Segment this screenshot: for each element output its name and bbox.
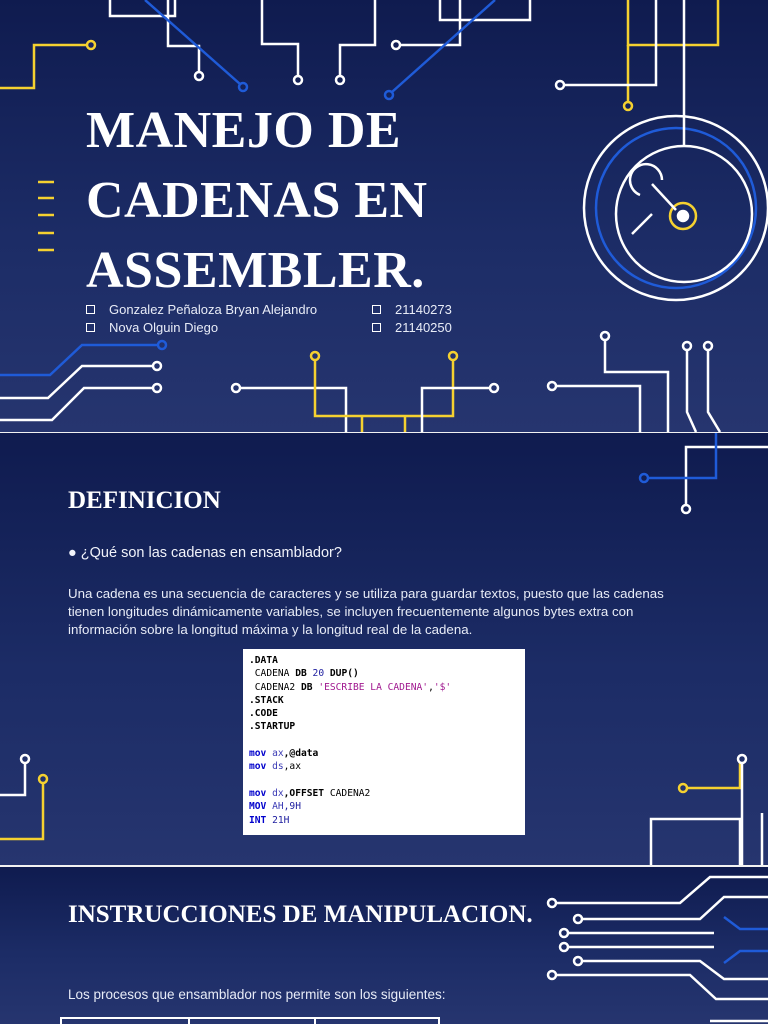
code-line: INT 21H: [249, 814, 290, 826]
code-line: MOV AH,9H: [249, 801, 301, 813]
code-snippet: [243, 649, 525, 835]
code-line: .DATA: [249, 655, 278, 666]
student-id: 21140273: [395, 301, 452, 317]
student-id-item: [372, 318, 492, 336]
code-line: mov ds,ax: [249, 761, 301, 773]
code-line: mov ax,@data: [249, 748, 319, 760]
author-name: Gonzalez Peñaloza Bryan Alejandro: [109, 301, 318, 317]
square-bullet-icon: [86, 323, 95, 332]
instructions-slide: [0, 867, 768, 1024]
section-heading: DEFINICION: [68, 487, 221, 514]
definition-paragraph: Una cadena es una secuencia de caracteres y se utiliza para guardar textos, puesto que las cadenas tienen longitudes dinámicamente variables, se incluyen frecuentemente algunos bytes extra con información sobre la longitud máxima y la longitud real de la cadena.: [68, 586, 664, 637]
question-bullet: ● ¿Qué son las cadenas en ensamblador?: [68, 545, 342, 561]
code-blank-line: [249, 774, 519, 787]
code-blank-line: [249, 734, 519, 747]
author-name: Nova Olguin Diego: [109, 319, 219, 335]
square-bullet-icon: [372, 305, 381, 314]
title-slide: [0, 0, 768, 432]
section-heading: INSTRUCCIONES DE MANIPULACION.: [68, 901, 533, 928]
code-line: mov dx,OFFSET CADENA2: [249, 787, 371, 799]
intro-text: Los procesos que ensamblador nos permite son los siguientes:: [68, 987, 446, 1002]
square-bullet-icon: [372, 323, 381, 332]
table-column-divider: [314, 1019, 316, 1024]
square-bullet-icon: [86, 305, 95, 314]
code-line: .STACK: [249, 694, 284, 706]
student-id: 21140250: [395, 319, 452, 335]
code-line: CADENA DB 20 DUP(): [249, 668, 359, 680]
code-line: .CODE: [249, 708, 278, 720]
table-column-divider: [188, 1019, 190, 1024]
presentation-title: MANEJO DE CADENAS EN ASSEMBLER.: [86, 102, 428, 299]
code-line: CADENA2 DB 'ESCRIBE LA CADENA','$': [249, 681, 452, 693]
student-id-list: [372, 300, 492, 336]
code-line: .STARTUP: [249, 721, 296, 733]
definition-slide: [0, 433, 768, 865]
instructions-table: [60, 1017, 440, 1024]
student-id-item: [372, 300, 492, 318]
